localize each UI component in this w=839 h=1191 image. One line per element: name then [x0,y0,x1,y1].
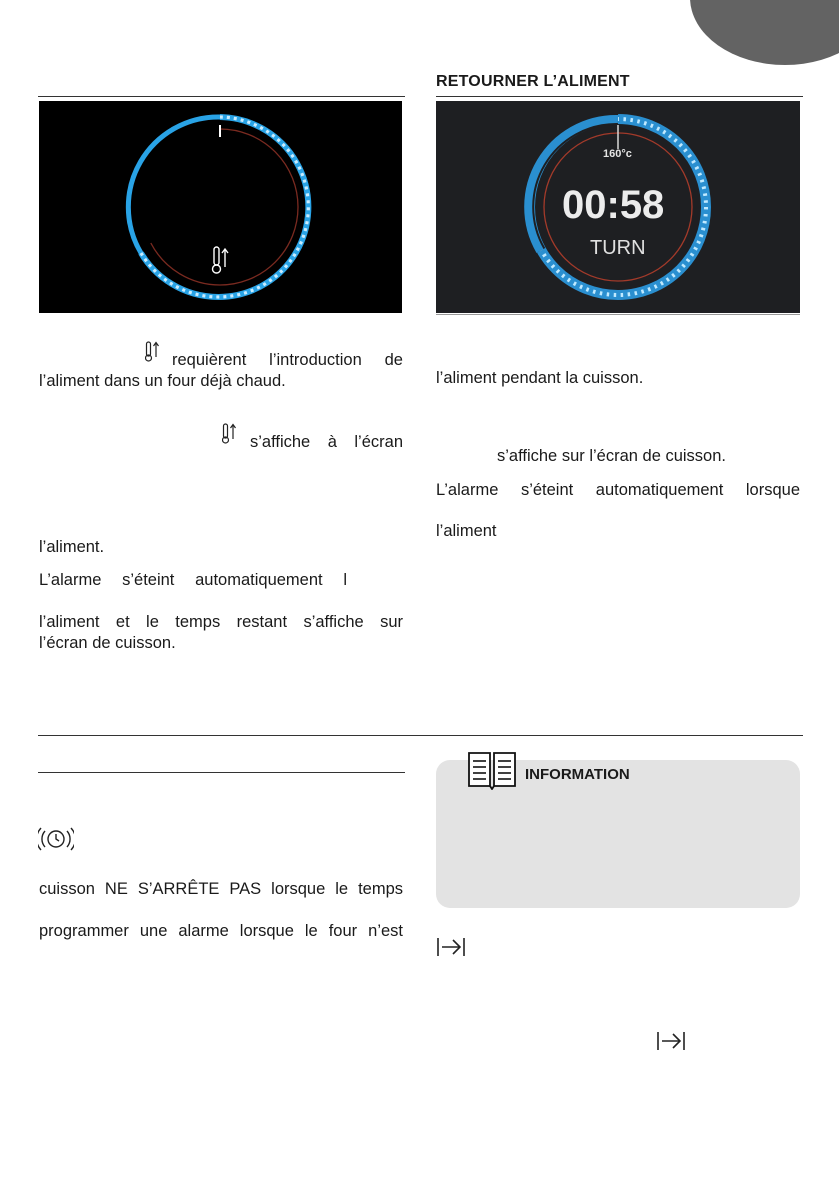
right-paragraph-line: s’affiche sur l’écran de cuisson. [497,447,726,465]
lower-left-paragraph-line: cuisson NE S’ARRÊTE PAS lorsque le temps [39,880,403,898]
section-divider [38,735,803,736]
section-title-turn-food: RETOURNER L’ALIMENT [436,73,630,90]
book-icon [466,750,518,790]
page-corner-tab [690,0,839,65]
left-paragraph-line: requièrent l’introduction de [172,351,403,369]
turn-countdown-time: 00:58 [562,183,665,227]
turn-status-label: TURN [590,237,646,259]
left-paragraph-line: l’écran de cuisson. [39,634,176,652]
information-title: INFORMATION [525,766,630,783]
left-section-rule [38,96,405,97]
right-paragraph-line: l’aliment pendant la cuisson. [436,369,644,387]
preheat-display-panel [39,101,402,313]
alarm-clock-icon [38,826,74,852]
left-paragraph-line: s’affiche à l’écran [250,433,403,451]
skip-to-end-icon [436,936,466,958]
thermometer-up-icon [222,423,238,445]
skip-to-end-icon [656,1030,686,1052]
left-paragraph-line: l’aliment. [39,538,105,556]
lower-left-section-rule [38,772,405,773]
left-paragraph-line: l’aliment et le temps restant s’affiche sur [39,613,403,631]
turn-temperature: 160°c [603,148,632,160]
right-section-rule [436,96,803,97]
right-paragraph-line: L’alarme s’éteint automatiquement lorsque [436,481,800,499]
thermometer-up-icon [213,247,229,273]
panel-bottom-rule [436,314,800,315]
right-paragraph-line: l’aliment [436,522,497,540]
thermometer-up-icon [145,341,161,363]
left-paragraph-line: L’alarme s’éteint automatiquement l [39,571,347,589]
lower-left-paragraph-line: programmer une alarme lorsque le four n’est [39,922,403,940]
preheat-ring-graphic [39,101,402,313]
left-paragraph-line: l’aliment dans un four déjà chaud. [39,372,286,390]
